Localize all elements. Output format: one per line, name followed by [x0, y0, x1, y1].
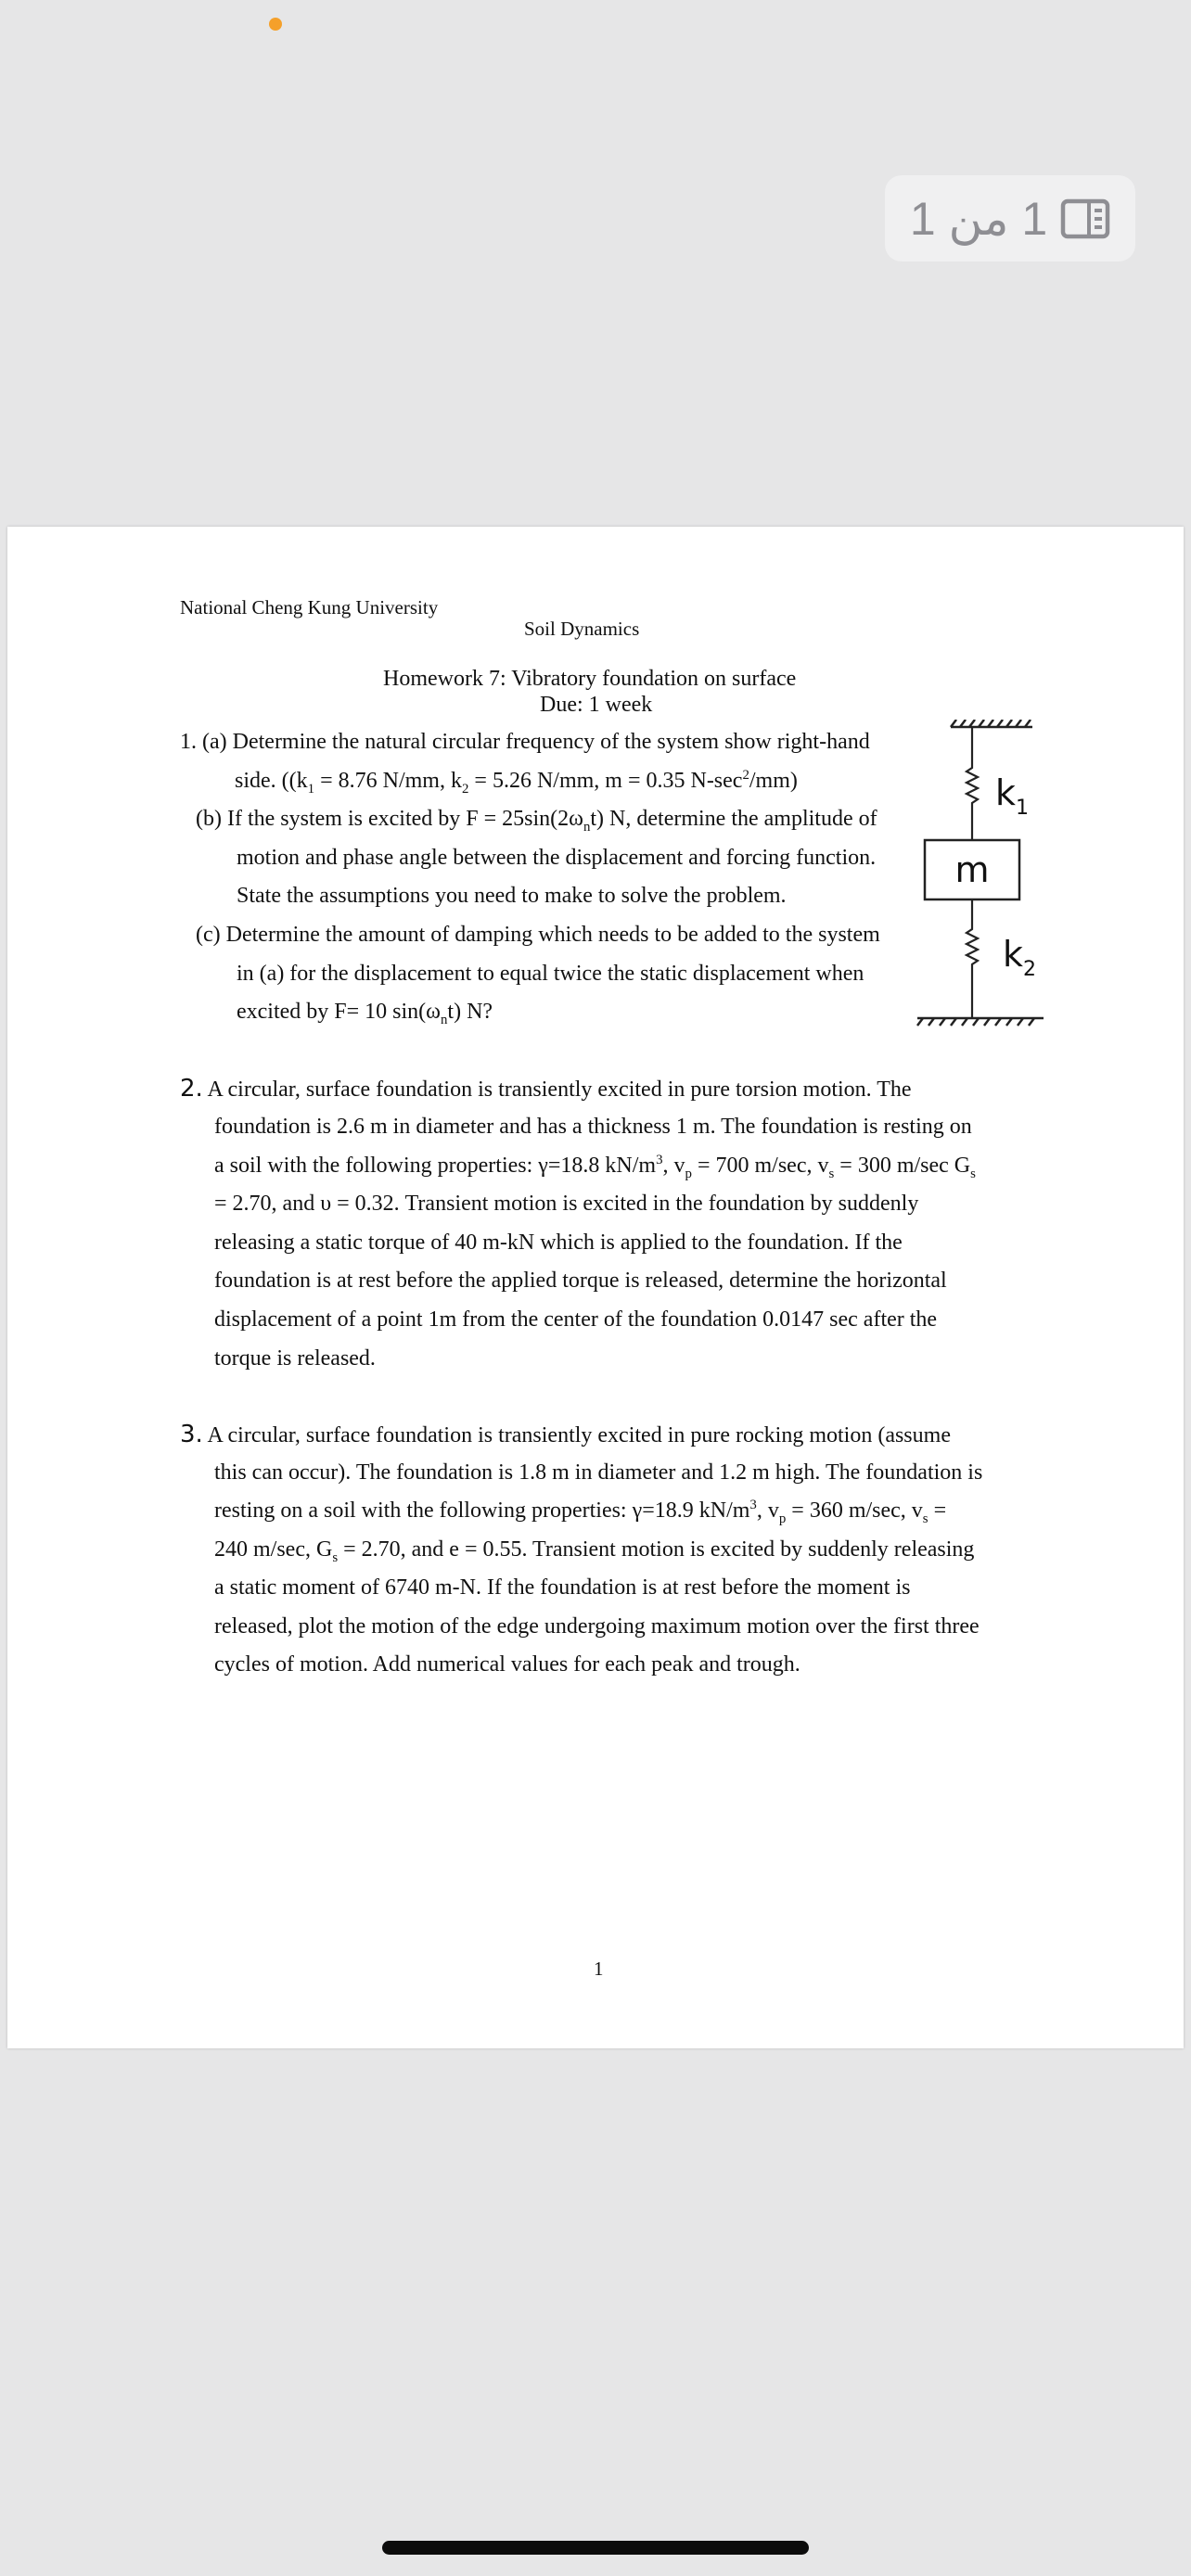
problem-1-line-2: side. (($k_1 = 8.76$ N/mm, $k_2 = 5.26$ N/mm, m = 0.35 $N-\sec^2/mm$)	[235, 768, 798, 797]
problem-3-line-7: cycles of motion. Add numerical values for each peak and trough.	[214, 1652, 800, 1677]
due-date: Due: 1 week	[540, 693, 653, 717]
page-indicator[interactable]	[885, 175, 1135, 261]
problem-2-number: 2.	[180, 1075, 203, 1103]
university-name: National Cheng Kung University	[180, 596, 439, 618]
k2-subscript: 2	[1023, 958, 1037, 981]
bottom-support-hatch	[917, 1018, 1044, 1026]
course-name: Soil Dynamics	[524, 618, 640, 640]
sidebar-reader-icon	[1060, 198, 1110, 239]
problem-3-line-6: released, plot the motion of the edge undergoing maximum motion over the first three	[214, 1614, 980, 1639]
problem-2-line-2: foundation is 2.6 m in diameter and has a thickness 1 m. The foundation is resting on	[214, 1115, 972, 1139]
mass-label: m	[954, 849, 990, 890]
home-indicator[interactable]	[382, 2541, 809, 2555]
problem-3-number: 3.	[180, 1421, 203, 1448]
problem-3-line-3: resting on a soil with the following properties: γ=18.9 $kN/m^3$, $v_p = 360$ m/sec, $v_s$ =	[214, 1498, 947, 1526]
problem-1-line-6: (c) Determine the amount of damping which needs to be added to the system	[196, 923, 880, 947]
problem-3-line-1: 3. A circular, surface foundation is transiently excited in pure rocking motion (assume	[180, 1421, 951, 1448]
page-indicator-text: 1 من 1	[909, 192, 1048, 245]
spring-k1	[967, 727, 978, 840]
problem-1-line-3: (b) If the system is excited by $F = 25\sin(2\omega_nt)$ N, determine the amplitude of	[196, 807, 877, 835]
k1-subscript: 1	[1016, 797, 1030, 820]
problem-2-line-6: foundation is at rest before the applied torque is released, determine the horizontal	[214, 1269, 947, 1293]
spring-k2	[967, 899, 978, 1018]
problem-1-line-5: State the assumptions you need to make to solve the problem.	[237, 884, 787, 908]
problem-2-line-1: 2. A circular, surface foundation is transiently excited in pure torsion motion. The	[180, 1075, 912, 1103]
k1-label: k	[995, 772, 1017, 813]
problem-3-line-4: 240 m/sec, $G_s = 2.70$, and e = 0.55. Transient motion is excited by suddenly releasing	[214, 1537, 975, 1565]
svg-text:k1	[995, 772, 1029, 820]
homework-title: Homework 7: Vibratory foundation on surface	[383, 667, 797, 691]
svg-text:k2	[1003, 934, 1036, 981]
problem-1-line-8: excited by F= 10 $\sin(\omega_nt)$ N?	[237, 1000, 493, 1027]
problem-1-line-1: 1. (a) Determine the natural circular frequency of the system show right-hand	[180, 730, 870, 754]
problem-2-line-8: torque is released.	[214, 1346, 376, 1371]
spring-mass-diagram	[914, 720, 1053, 1035]
k2-label: k	[1003, 934, 1024, 975]
problem-3-line-5: a static moment of 6740 m-N. If the foundation is at rest before the moment is	[214, 1575, 911, 1600]
problem-2-line-7: displacement of a point 1m from the center of the foundation 0.0147 sec after the	[214, 1307, 938, 1332]
problem-3-line-2: this can occur). The foundation is 1.8 m in diameter and 1.2 m high. The foundation is	[214, 1460, 983, 1485]
problem-2-line-4: = 2.70, and υ = 0.32. Transient motion is excited in the foundation by suddenly	[214, 1192, 919, 1216]
problem-1-line-4: motion and phase angle between the displacement and forcing function.	[237, 846, 877, 870]
recording-indicator	[269, 18, 282, 31]
page-number: 1	[594, 1958, 604, 1980]
problem-1-line-7: in (a) for the displacement to equal twice the static displacement when	[237, 962, 864, 986]
problem-2-line-3: a soil with the following properties: γ=18.8 $kN/m^3$, $v_p = 700$ m/sec, $v_s = 300$ m/sec $G_s$	[214, 1153, 976, 1181]
top-support-hatch	[951, 720, 1032, 727]
problem-2-line-5: releasing a static torque of 40 m-kN which is applied to the foundation. If the	[214, 1231, 903, 1255]
